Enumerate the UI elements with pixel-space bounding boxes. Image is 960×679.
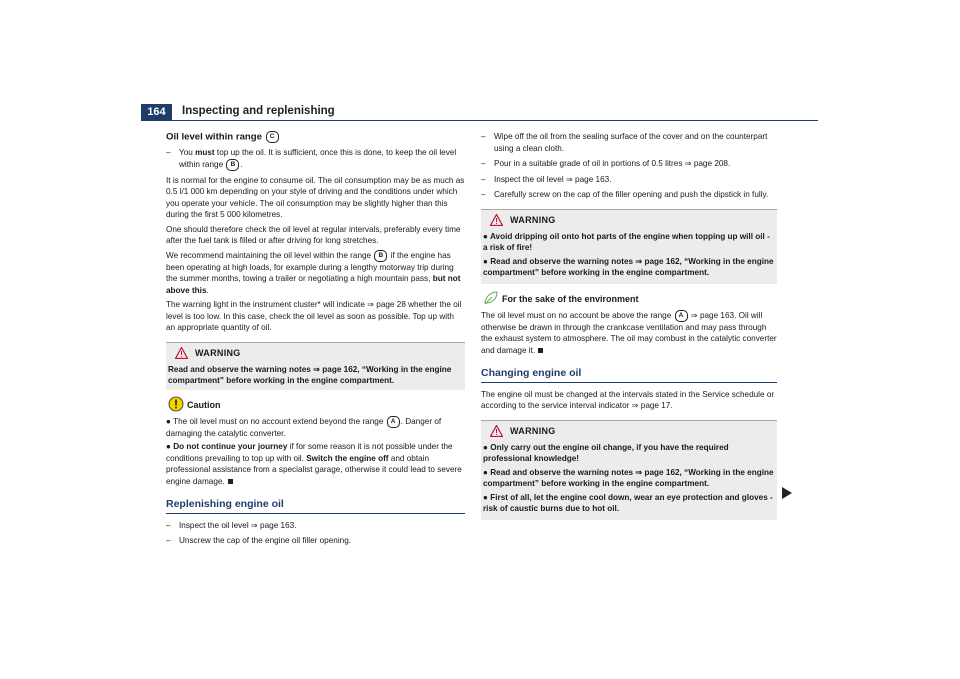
- exclamation-circle-icon: [168, 396, 184, 412]
- continue-arrow-icon: [782, 487, 792, 499]
- paragraph: One should therefore check the oil level at regular intervals, preferably every time after the fuel tank is filled or after driving for long stretches.: [166, 224, 461, 246]
- section-heading-oil-level: Oil level within range C: [166, 131, 465, 143]
- warning-bullet: ● First of all, let the engine cool down, wear an eye protection and gloves - risk of caustic burns due to hot oil.: [483, 492, 773, 513]
- environment-heading: [481, 290, 777, 308]
- environment-text: The oil level must on no account be above the range A ⇒ page 163. Oil will otherwise be drawn in through the crankcase ventilation and may pass through the exhaust system to atmosphere. The oil may combust in the catalytic converter and damage it.: [481, 310, 777, 355]
- chapter-title: Inspecting and replenishing: [182, 105, 335, 117]
- range-badge-b: B: [374, 250, 387, 262]
- step-item: – Wipe off the oil from the sealing surface of the cover and on the counterpart using a clean cloth.: [481, 132, 768, 153]
- step-item: – Pour in a suitable grade of oil in portions of 0.5 litres ⇒ page 208.: [481, 159, 731, 168]
- step-item: – Inspect the oil level ⇒ page 163.: [166, 520, 297, 530]
- warning-box: [481, 209, 777, 284]
- warning-bullet: ● Read and observe the warning notes ⇒ page 162, “Working in the engine compartment” before working in the engine compartment.: [483, 467, 774, 488]
- leaf-icon: [483, 290, 499, 306]
- warning-title: WARNING: [195, 347, 241, 358]
- warning-title: WARNING: [510, 214, 556, 225]
- left-column: [166, 131, 465, 551]
- step-item: – You must top up the oil. It is sufficient, once this is done, to keep the oil level within range B .: [166, 148, 457, 169]
- warning-triangle-icon: [490, 425, 503, 437]
- paragraph: We recommend maintaining the oil level within the range B if the engine has been operating at high loads, for example during a lengthy motorway trip during the summer months, towing a trailer or negotiating a high mountain pass, but not above this.: [166, 250, 461, 295]
- step-item: – Inspect the oil level ⇒ page 163.: [481, 174, 612, 184]
- warning-bullet: ● Avoid dripping oil onto hot parts of the engine when topping up will oil - a risk of fire!: [483, 231, 770, 252]
- warning-title: WARNING: [510, 425, 556, 436]
- section-end-mark: [228, 479, 233, 484]
- paragraph: The warning light in the instrument cluster* will indicate ⇒ page 28 whether the oil level is too low. In this case, check the oil level as soon as possible. Top up with an appropriate quantity of oil.: [166, 300, 462, 333]
- section-end-mark: [538, 348, 543, 353]
- caution-title: Caution: [187, 399, 221, 410]
- warning-triangle-icon: [175, 347, 188, 359]
- caution-bullet: ● The oil level must on no account extend beyond the range A . Danger of damaging the catalytic converter.: [166, 416, 442, 438]
- paragraph: It is normal for the engine to consume oil. The oil consumption may be as much as 0.5 l/1 000 km depending on your style of driving and the conditions under which you operate your vehicle. The oil consumption may be slightly higher than this during the first 5 000 kilometres.: [166, 175, 465, 220]
- paragraph: The engine oil must be changed at the intervals stated in the Service schedule or according to the service interval indicator ⇒ page 17.: [481, 389, 775, 410]
- caution-heading: [166, 396, 465, 414]
- environment-title: For the sake of the environment: [502, 293, 639, 304]
- section-heading-replenishing: Replenishing engine oil: [166, 499, 465, 514]
- warning-bullet: ● Only carry out the engine oil change, if you have the required professional knowledge!: [483, 442, 729, 463]
- warning-box: [481, 420, 777, 520]
- right-column: [481, 131, 777, 526]
- section-heading-changing: Changing engine oil: [481, 368, 777, 383]
- warning-bullet: ● Read and observe the warning notes ⇒ page 162, “Working in the engine compartment” before working in the engine compartment.: [483, 256, 774, 277]
- range-badge-a: A: [387, 416, 400, 428]
- step-item: – Unscrew the cap of the engine oil filler opening.: [166, 536, 352, 546]
- page-number: 164: [141, 104, 172, 120]
- header-rule: [141, 120, 818, 121]
- warning-box: [166, 342, 465, 390]
- warning-triangle-icon: [490, 214, 503, 226]
- range-badge-c: C: [266, 131, 279, 143]
- step-item: – Carefully screw on the cap of the filler opening and push the dipstick in fully.: [481, 190, 769, 199]
- range-badge-b: B: [226, 159, 239, 171]
- caution-bullet: ● Do not continue your journey if for some reason it is not possible under the conditions prevailing to top up with oil. Switch the engine off and obtain professional assistance from a specialist garage, otherwise it could lead to severe engine damage.: [166, 442, 462, 486]
- warning-text: Read and observe the warning notes ⇒ page 162, “Working in the engine compartment” before working in the engine compartment.: [168, 364, 452, 386]
- range-badge-a: A: [675, 310, 688, 322]
